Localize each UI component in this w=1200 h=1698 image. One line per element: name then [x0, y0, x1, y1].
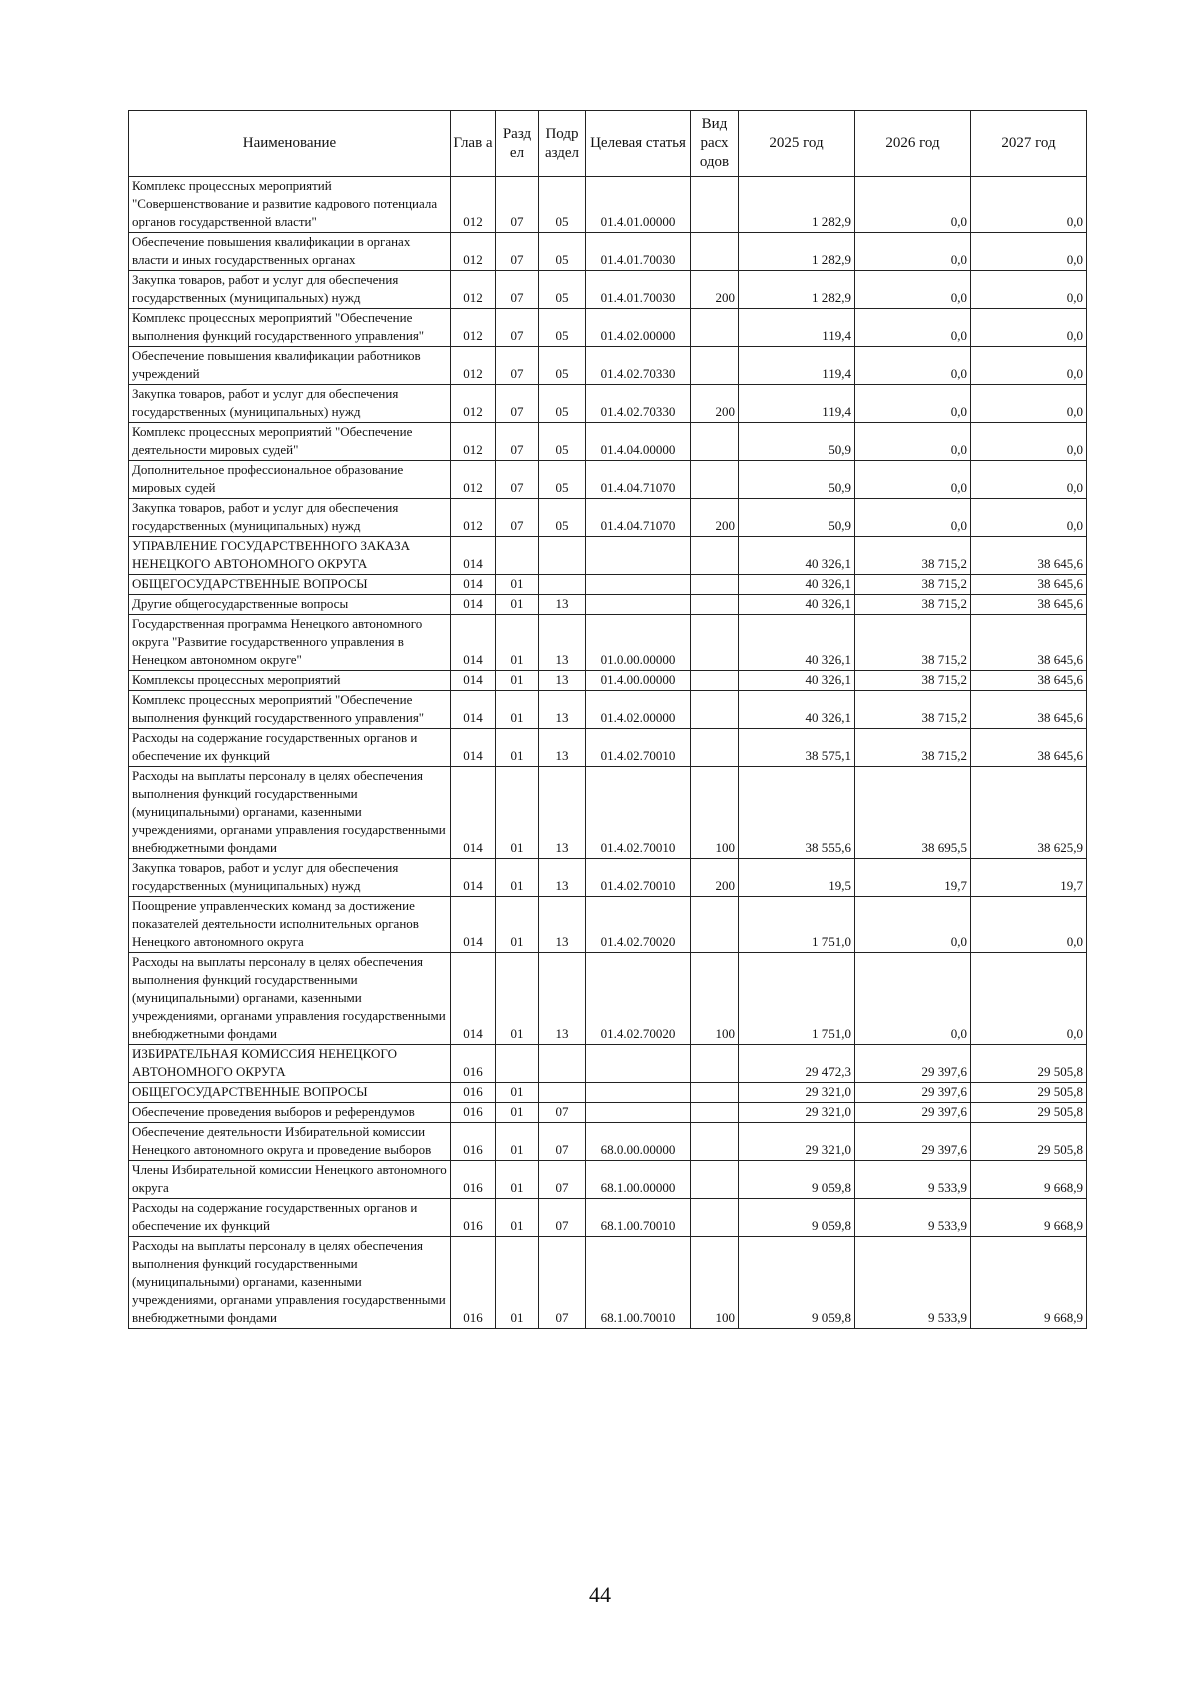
row-tselevaya-cell: [586, 575, 691, 595]
row-2026-cell: 29 397,6: [855, 1123, 971, 1161]
row-2027-cell: 38 645,6: [971, 537, 1087, 575]
row-vid-cell: [691, 671, 739, 691]
row-2025-cell: 50,9: [739, 423, 855, 461]
row-name-cell: Обеспечение повышения квалификации работников учреждений: [129, 347, 451, 385]
row-podrazdel-cell: 05: [539, 271, 586, 309]
row-name-cell: Комплекс процессных мероприятий "Совершенствование и развитие кадрового потенциала органов государственной власти": [129, 177, 451, 233]
row-vid-cell: 200: [691, 271, 739, 309]
row-2026-cell: 9 533,9: [855, 1199, 971, 1237]
row-podrazdel-cell: [539, 537, 586, 575]
row-glava-cell: 014: [451, 671, 496, 691]
row-2026-cell: 38 715,2: [855, 729, 971, 767]
row-name-cell: Закупка товаров, работ и услуг для обеспечения государственных (муниципальных) нужд: [129, 385, 451, 423]
row-name-cell: Расходы на выплаты персоналу в целях обеспечения выполнения функций государственными (муниципальными) органами, казенными учреждениями, органами управления государственными внебюджетными фондами: [129, 767, 451, 859]
row-tselevaya-cell: 01.4.02.70020: [586, 953, 691, 1045]
row-2027-cell: 0,0: [971, 347, 1087, 385]
row-glava-cell: 012: [451, 385, 496, 423]
row-name-cell: Дополнительное профессиональное образование мировых судей: [129, 461, 451, 499]
row-name-cell: УПРАВЛЕНИЕ ГОСУДАРСТВЕННОГО ЗАКАЗА НЕНЕЦКОГО АВТОНОМНОГО ОКРУГА: [129, 537, 451, 575]
row-razdel-cell: 07: [496, 271, 539, 309]
row-vid-cell: [691, 537, 739, 575]
row-2026-cell: 0,0: [855, 423, 971, 461]
row-2027-cell: 38 645,6: [971, 615, 1087, 671]
row-2027-cell: 0,0: [971, 233, 1087, 271]
row-glava-cell: 014: [451, 729, 496, 767]
table-row: [129, 1123, 1087, 1161]
row-podrazdel-cell: 05: [539, 385, 586, 423]
row-name-cell: Комплексы процессных мероприятий: [129, 671, 451, 691]
row-razdel-cell: 01: [496, 1199, 539, 1237]
table-row: [129, 767, 1087, 859]
row-name-cell: Закупка товаров, работ и услуг для обеспечения государственных (муниципальных) нужд: [129, 859, 451, 897]
row-2025-cell: 38 555,6: [739, 767, 855, 859]
row-2027-cell: 38 645,6: [971, 691, 1087, 729]
table-row: [129, 499, 1087, 537]
row-2025-cell: 29 321,0: [739, 1123, 855, 1161]
row-razdel-cell: 07: [496, 385, 539, 423]
table-row: [129, 1045, 1087, 1083]
row-podrazdel-cell: 13: [539, 897, 586, 953]
table-row: [129, 859, 1087, 897]
row-2027-cell: 0,0: [971, 309, 1087, 347]
row-vid-cell: [691, 1103, 739, 1123]
row-2025-cell: 1 751,0: [739, 953, 855, 1045]
row-razdel-cell: 01: [496, 1083, 539, 1103]
row-2026-cell: 29 397,6: [855, 1103, 971, 1123]
row-glava-cell: 012: [451, 423, 496, 461]
row-2027-cell: 9 668,9: [971, 1161, 1087, 1199]
row-2025-cell: 50,9: [739, 499, 855, 537]
row-2025-cell: 1 282,9: [739, 233, 855, 271]
row-2026-cell: 0,0: [855, 499, 971, 537]
row-razdel-cell: 01: [496, 897, 539, 953]
row-2026-cell: 0,0: [855, 953, 971, 1045]
row-2027-cell: 0,0: [971, 385, 1087, 423]
header-year-2027: 2027 год: [971, 111, 1087, 177]
row-podrazdel-cell: 05: [539, 309, 586, 347]
row-2026-cell: 0,0: [855, 309, 971, 347]
row-vid-cell: [691, 1123, 739, 1161]
row-podrazdel-cell: 05: [539, 423, 586, 461]
row-tselevaya-cell: 01.4.04.71070: [586, 461, 691, 499]
row-2025-cell: 40 326,1: [739, 615, 855, 671]
row-name-cell: Другие общегосударственные вопросы: [129, 595, 451, 615]
table-row: [129, 595, 1087, 615]
row-glava-cell: 012: [451, 347, 496, 385]
row-vid-cell: [691, 1199, 739, 1237]
row-2025-cell: 1 282,9: [739, 177, 855, 233]
row-razdel-cell: 01: [496, 1161, 539, 1199]
row-razdel-cell: 07: [496, 461, 539, 499]
row-tselevaya-cell: 01.4.01.70030: [586, 233, 691, 271]
row-podrazdel-cell: 13: [539, 953, 586, 1045]
row-name-cell: Комплекс процессных мероприятий "Обеспечение выполнения функций государственного управления": [129, 691, 451, 729]
row-tselevaya-cell: 01.4.02.00000: [586, 691, 691, 729]
row-vid-cell: 100: [691, 953, 739, 1045]
row-vid-cell: [691, 691, 739, 729]
row-glava-cell: 012: [451, 271, 496, 309]
row-2025-cell: 9 059,8: [739, 1161, 855, 1199]
row-tselevaya-cell: 01.4.02.70330: [586, 385, 691, 423]
row-vid-cell: [691, 575, 739, 595]
row-tselevaya-cell: 01.4.01.70030: [586, 271, 691, 309]
row-glava-cell: 014: [451, 575, 496, 595]
row-2027-cell: 0,0: [971, 271, 1087, 309]
row-2025-cell: 9 059,8: [739, 1199, 855, 1237]
row-razdel-cell: 01: [496, 859, 539, 897]
row-2026-cell: 38 715,2: [855, 595, 971, 615]
row-vid-cell: 200: [691, 385, 739, 423]
row-glava-cell: 016: [451, 1161, 496, 1199]
row-razdel-cell: 07: [496, 233, 539, 271]
row-razdel-cell: 01: [496, 595, 539, 615]
row-2025-cell: 119,4: [739, 347, 855, 385]
row-name-cell: Обеспечение деятельности Избирательной комиссии Ненецкого автономного округа и проведение выборов: [129, 1123, 451, 1161]
row-2026-cell: 9 533,9: [855, 1161, 971, 1199]
row-vid-cell: 200: [691, 859, 739, 897]
row-tselevaya-cell: 01.4.02.00000: [586, 309, 691, 347]
row-podrazdel-cell: 07: [539, 1123, 586, 1161]
row-name-cell: Закупка товаров, работ и услуг для обеспечения государственных (муниципальных) нужд: [129, 499, 451, 537]
row-vid-cell: [691, 347, 739, 385]
row-glava-cell: 016: [451, 1123, 496, 1161]
row-glava-cell: 014: [451, 537, 496, 575]
row-glava-cell: 014: [451, 595, 496, 615]
row-vid-cell: 200: [691, 499, 739, 537]
row-glava-cell: 016: [451, 1083, 496, 1103]
row-name-cell: Государственная программа Ненецкого автономного округа "Развитие государственного управления в Ненецком автономном округе": [129, 615, 451, 671]
row-razdel-cell: 07: [496, 177, 539, 233]
row-razdel-cell: 07: [496, 347, 539, 385]
row-tselevaya-cell: [586, 537, 691, 575]
row-2026-cell: 0,0: [855, 177, 971, 233]
row-vid-cell: [691, 897, 739, 953]
row-2025-cell: 40 326,1: [739, 595, 855, 615]
row-vid-cell: [691, 729, 739, 767]
row-2025-cell: 29 321,0: [739, 1103, 855, 1123]
row-2027-cell: 0,0: [971, 499, 1087, 537]
row-name-cell: Поощрение управленческих команд за достижение показателей деятельности исполнительных органов Ненецкого автономного округа: [129, 897, 451, 953]
row-razdel-cell: 01: [496, 953, 539, 1045]
row-name-cell: Расходы на выплаты персоналу в целях обеспечения выполнения функций государственными (муниципальными) органами, казенными учреждениями, органами управления государственными внебюджетными фондами: [129, 953, 451, 1045]
row-glava-cell: 016: [451, 1237, 496, 1329]
row-2025-cell: 29 472,3: [739, 1045, 855, 1083]
row-name-cell: ОБЩЕГОСУДАРСТВЕННЫЕ ВОПРОСЫ: [129, 575, 451, 595]
row-2026-cell: 0,0: [855, 347, 971, 385]
header-tselevaya-statya: Целевая статья: [586, 111, 691, 177]
table-row: [129, 1161, 1087, 1199]
row-2027-cell: 38 645,6: [971, 575, 1087, 595]
row-podrazdel-cell: 13: [539, 859, 586, 897]
table-row: [129, 1199, 1087, 1237]
row-razdel-cell: 01: [496, 729, 539, 767]
row-podrazdel-cell: [539, 1083, 586, 1103]
table-row: [129, 1083, 1087, 1103]
row-tselevaya-cell: [586, 595, 691, 615]
row-2027-cell: 9 668,9: [971, 1199, 1087, 1237]
header-year-2026: 2026 год: [855, 111, 971, 177]
row-2026-cell: 0,0: [855, 233, 971, 271]
row-vid-cell: [691, 461, 739, 499]
row-glava-cell: 016: [451, 1199, 496, 1237]
row-podrazdel-cell: 13: [539, 615, 586, 671]
row-razdel-cell: 01: [496, 1123, 539, 1161]
header-glava: Глав а: [451, 111, 496, 177]
row-glava-cell: 012: [451, 461, 496, 499]
row-name-cell: Комплекс процессных мероприятий "Обеспечение выполнения функций государственного управления": [129, 309, 451, 347]
row-2025-cell: 29 321,0: [739, 1083, 855, 1103]
row-name-cell: Расходы на содержание государственных органов и обеспечение их функций: [129, 729, 451, 767]
row-2026-cell: 9 533,9: [855, 1237, 971, 1329]
row-name-cell: Комплекс процессных мероприятий "Обеспечение деятельности мировых судей": [129, 423, 451, 461]
row-2025-cell: 40 326,1: [739, 671, 855, 691]
table-row: [129, 575, 1087, 595]
row-tselevaya-cell: [586, 1103, 691, 1123]
row-glava-cell: 014: [451, 615, 496, 671]
table-row: [129, 691, 1087, 729]
row-2025-cell: 119,4: [739, 309, 855, 347]
row-tselevaya-cell: 01.4.01.00000: [586, 177, 691, 233]
row-glava-cell: 014: [451, 859, 496, 897]
row-razdel-cell: 07: [496, 499, 539, 537]
row-2026-cell: 0,0: [855, 385, 971, 423]
row-tselevaya-cell: 01.4.00.00000: [586, 671, 691, 691]
row-podrazdel-cell: 07: [539, 1161, 586, 1199]
row-razdel-cell: 01: [496, 1103, 539, 1123]
row-2027-cell: 9 668,9: [971, 1237, 1087, 1329]
row-2025-cell: 1 282,9: [739, 271, 855, 309]
table-row: [129, 1103, 1087, 1123]
row-name-cell: ОБЩЕГОСУДАРСТВЕННЫЕ ВОПРОСЫ: [129, 1083, 451, 1103]
row-name-cell: Расходы на содержание государственных органов и обеспечение их функций: [129, 1199, 451, 1237]
table-row: [129, 537, 1087, 575]
row-vid-cell: 100: [691, 1237, 739, 1329]
row-2025-cell: 40 326,1: [739, 537, 855, 575]
row-razdel-cell: 01: [496, 671, 539, 691]
row-vid-cell: [691, 595, 739, 615]
row-2027-cell: 19,7: [971, 859, 1087, 897]
row-tselevaya-cell: 01.4.02.70010: [586, 767, 691, 859]
row-2026-cell: 29 397,6: [855, 1083, 971, 1103]
row-2026-cell: 38 715,2: [855, 691, 971, 729]
row-razdel-cell: 01: [496, 767, 539, 859]
row-vid-cell: [691, 1045, 739, 1083]
row-vid-cell: [691, 1083, 739, 1103]
row-2025-cell: 50,9: [739, 461, 855, 499]
table-row: [129, 423, 1087, 461]
table-row: [129, 385, 1087, 423]
row-2025-cell: 40 326,1: [739, 691, 855, 729]
row-razdel-cell: 01: [496, 575, 539, 595]
row-name-cell: Обеспечение проведения выборов и референдумов: [129, 1103, 451, 1123]
row-2027-cell: 38 625,9: [971, 767, 1087, 859]
table-row: [129, 347, 1087, 385]
row-name-cell: Закупка товаров, работ и услуг для обеспечения государственных (муниципальных) нужд: [129, 271, 451, 309]
row-2025-cell: 40 326,1: [739, 575, 855, 595]
row-podrazdel-cell: 13: [539, 691, 586, 729]
row-tselevaya-cell: 68.1.00.00000: [586, 1161, 691, 1199]
row-glava-cell: 012: [451, 233, 496, 271]
row-podrazdel-cell: [539, 1045, 586, 1083]
row-tselevaya-cell: 01.4.02.70010: [586, 859, 691, 897]
row-name-cell: Члены Избирательной комиссии Ненецкого автономного округа: [129, 1161, 451, 1199]
row-tselevaya-cell: 01.4.04.00000: [586, 423, 691, 461]
row-podrazdel-cell: 05: [539, 461, 586, 499]
row-podrazdel-cell: 07: [539, 1103, 586, 1123]
row-podrazdel-cell: 05: [539, 233, 586, 271]
row-podrazdel-cell: 13: [539, 671, 586, 691]
table-row: [129, 953, 1087, 1045]
row-2026-cell: 38 695,5: [855, 767, 971, 859]
row-podrazdel-cell: 05: [539, 347, 586, 385]
row-tselevaya-cell: 01.4.02.70020: [586, 897, 691, 953]
table-row: [129, 615, 1087, 671]
header-row: [129, 111, 1087, 177]
row-tselevaya-cell: [586, 1045, 691, 1083]
row-podrazdel-cell: 07: [539, 1199, 586, 1237]
row-razdel-cell: 01: [496, 691, 539, 729]
row-2027-cell: 38 645,6: [971, 671, 1087, 691]
row-vid-cell: 100: [691, 767, 739, 859]
row-glava-cell: 016: [451, 1103, 496, 1123]
row-2027-cell: 38 645,6: [971, 595, 1087, 615]
row-2027-cell: 0,0: [971, 177, 1087, 233]
row-glava-cell: 014: [451, 767, 496, 859]
row-tselevaya-cell: 01.0.00.00000: [586, 615, 691, 671]
row-glava-cell: 014: [451, 953, 496, 1045]
row-2027-cell: 29 505,8: [971, 1083, 1087, 1103]
row-2026-cell: 38 715,2: [855, 537, 971, 575]
row-2026-cell: 0,0: [855, 271, 971, 309]
row-name-cell: Обеспечение повышения квалификации в органах власти и иных государственных органах: [129, 233, 451, 271]
row-glava-cell: 016: [451, 1045, 496, 1083]
row-glava-cell: 014: [451, 897, 496, 953]
row-podrazdel-cell: 13: [539, 767, 586, 859]
row-2027-cell: 0,0: [971, 423, 1087, 461]
row-2026-cell: 29 397,6: [855, 1045, 971, 1083]
row-tselevaya-cell: 68.1.00.70010: [586, 1199, 691, 1237]
row-tselevaya-cell: 01.4.02.70010: [586, 729, 691, 767]
row-vid-cell: [691, 309, 739, 347]
row-glava-cell: 012: [451, 309, 496, 347]
row-razdel-cell: [496, 1045, 539, 1083]
table-row: [129, 671, 1087, 691]
row-tselevaya-cell: 01.4.02.70330: [586, 347, 691, 385]
row-2027-cell: 0,0: [971, 897, 1087, 953]
row-vid-cell: [691, 423, 739, 461]
table-row: [129, 729, 1087, 767]
row-2027-cell: 0,0: [971, 953, 1087, 1045]
row-2027-cell: 29 505,8: [971, 1045, 1087, 1083]
row-razdel-cell: 07: [496, 423, 539, 461]
header-year-2025: 2025 год: [739, 111, 855, 177]
row-name-cell: ИЗБИРАТЕЛЬНАЯ КОМИССИЯ НЕНЕЦКОГО АВТОНОМНОГО ОКРУГА: [129, 1045, 451, 1083]
page-number: 44: [589, 1582, 611, 1607]
row-glava-cell: 012: [451, 177, 496, 233]
row-2026-cell: 38 715,2: [855, 615, 971, 671]
row-vid-cell: [691, 615, 739, 671]
row-2027-cell: 29 505,8: [971, 1123, 1087, 1161]
row-vid-cell: [691, 177, 739, 233]
table-row: [129, 271, 1087, 309]
header-podrazdel: Подр аздел: [539, 111, 586, 177]
row-tselevaya-cell: 68.1.00.70010: [586, 1237, 691, 1329]
row-tselevaya-cell: 68.0.00.00000: [586, 1123, 691, 1161]
row-2026-cell: 0,0: [855, 897, 971, 953]
table-row: [129, 897, 1087, 953]
row-tselevaya-cell: 01.4.04.71070: [586, 499, 691, 537]
header-razdel: Разд ел: [496, 111, 539, 177]
row-podrazdel-cell: 13: [539, 729, 586, 767]
row-podrazdel-cell: [539, 575, 586, 595]
row-2025-cell: 38 575,1: [739, 729, 855, 767]
row-glava-cell: 012: [451, 499, 496, 537]
row-2025-cell: 1 751,0: [739, 897, 855, 953]
header-vid-raskhodov: Вид расх одов: [691, 111, 739, 177]
row-2027-cell: 29 505,8: [971, 1103, 1087, 1123]
table-row: [129, 233, 1087, 271]
row-vid-cell: [691, 233, 739, 271]
header-name: Наименование: [129, 111, 451, 177]
row-razdel-cell: 01: [496, 615, 539, 671]
row-2027-cell: 38 645,6: [971, 729, 1087, 767]
table-row: [129, 461, 1087, 499]
row-2026-cell: 38 715,2: [855, 575, 971, 595]
row-2025-cell: 119,4: [739, 385, 855, 423]
row-2026-cell: 38 715,2: [855, 671, 971, 691]
table-row: [129, 1237, 1087, 1329]
row-2025-cell: 9 059,8: [739, 1237, 855, 1329]
row-razdel-cell: 07: [496, 309, 539, 347]
row-razdel-cell: [496, 537, 539, 575]
table-row: [129, 177, 1087, 233]
row-razdel-cell: 01: [496, 1237, 539, 1329]
row-podrazdel-cell: 07: [539, 1237, 586, 1329]
row-2025-cell: 19,5: [739, 859, 855, 897]
table-row: [129, 309, 1087, 347]
budget-table: [128, 110, 1087, 1329]
row-tselevaya-cell: [586, 1083, 691, 1103]
row-podrazdel-cell: 05: [539, 499, 586, 537]
row-vid-cell: [691, 1161, 739, 1199]
row-2027-cell: 0,0: [971, 461, 1087, 499]
row-2026-cell: 0,0: [855, 461, 971, 499]
row-name-cell: Расходы на выплаты персоналу в целях обеспечения выполнения функций государственными (муниципальными) органами, казенными учреждениями, органами управления государственными внебюджетными фондами: [129, 1237, 451, 1329]
row-podrazdel-cell: 05: [539, 177, 586, 233]
row-2026-cell: 19,7: [855, 859, 971, 897]
row-podrazdel-cell: 13: [539, 595, 586, 615]
row-glava-cell: 014: [451, 691, 496, 729]
